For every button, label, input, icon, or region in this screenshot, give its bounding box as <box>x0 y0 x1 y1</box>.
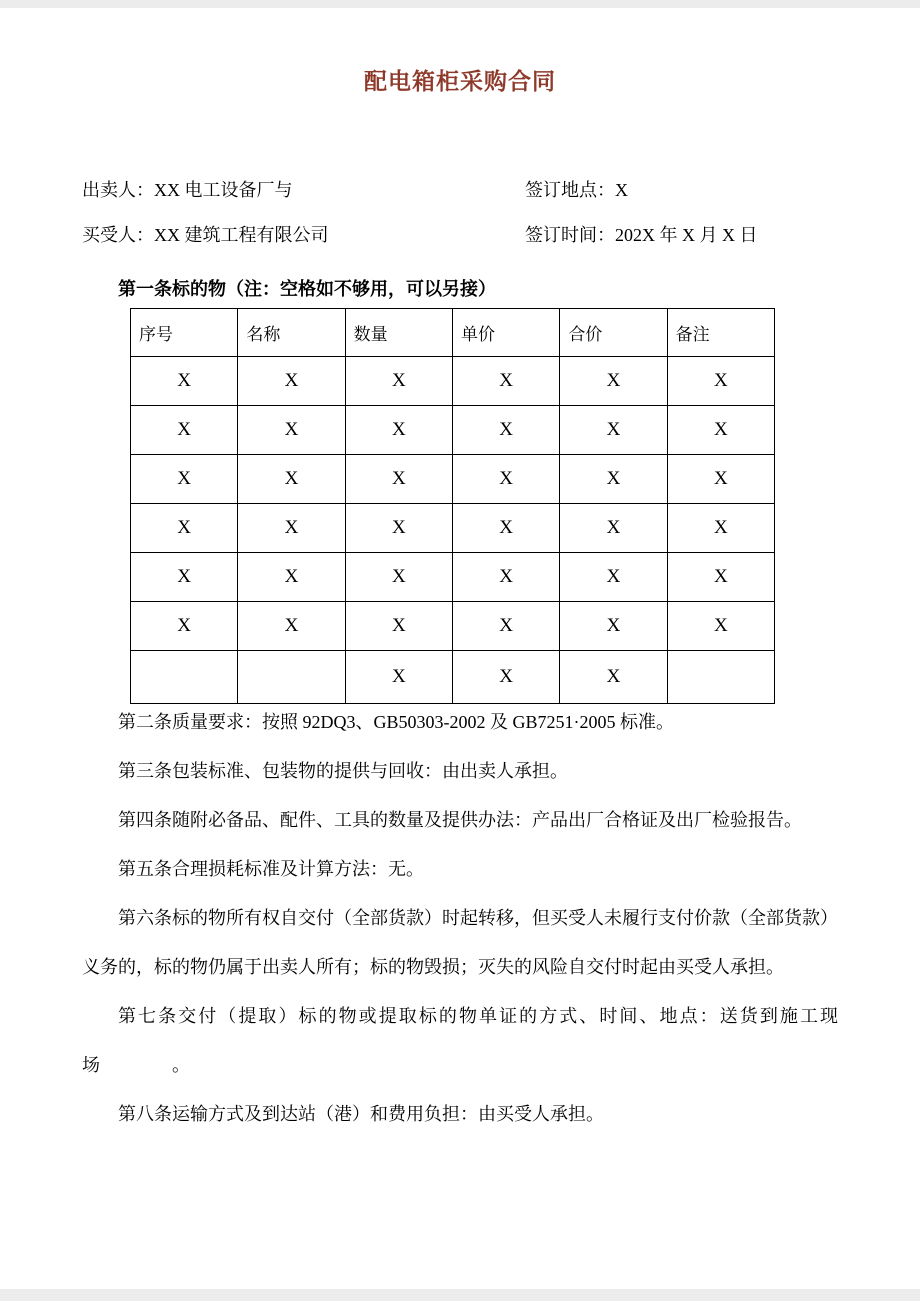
table-cell: X <box>667 357 774 406</box>
table-row <box>131 504 775 553</box>
table-cell: X <box>452 455 559 504</box>
table-header-cell: 数量 <box>345 309 452 357</box>
page-edge-top <box>0 0 920 8</box>
table-row <box>131 553 775 602</box>
table-cell: X <box>345 455 452 504</box>
table-cell: X <box>238 455 345 504</box>
table-cell: X <box>667 553 774 602</box>
table-header-cell: 备注 <box>667 309 774 357</box>
table-cell <box>667 651 774 704</box>
table-cell: X <box>560 651 667 704</box>
table-cell: X <box>560 357 667 406</box>
parties-section <box>82 168 838 258</box>
table-row <box>131 455 775 504</box>
table-cell: X <box>345 651 452 704</box>
table-cell: X <box>345 602 452 651</box>
table-cell: X <box>345 406 452 455</box>
table-header-cell: 序号 <box>131 309 238 357</box>
table-cell: X <box>667 406 774 455</box>
table-header-cell: 单价 <box>452 309 559 357</box>
table-cell: X <box>452 357 559 406</box>
document-title: 配电箱柜采购合同 <box>364 69 556 94</box>
table-cell: X <box>560 455 667 504</box>
table-cell: X <box>667 504 774 553</box>
table-cell: X <box>452 553 559 602</box>
contract-clause: 第七条交付（提取）标的物或提取标的物单证的方式、时间、地点：送货到施工现场 。 <box>82 1006 838 1075</box>
table-cell: X <box>452 504 559 553</box>
table-row <box>131 651 775 704</box>
table-cell: X <box>345 553 452 602</box>
table-cell: X <box>345 504 452 553</box>
table-cell: X <box>238 504 345 553</box>
table-cell: X <box>345 357 452 406</box>
clause1-heading: 第一条标的物（注：空格如不够用，可以另接） <box>118 279 496 299</box>
table-cell: X <box>560 602 667 651</box>
table-cell: X <box>131 553 238 602</box>
table-cell: X <box>452 602 559 651</box>
goods-table-head <box>131 309 775 357</box>
table-cell: X <box>667 602 774 651</box>
table-row <box>131 357 775 406</box>
buyer-row <box>82 213 838 258</box>
contract-clause: 第四条随附必备品、配件、工具的数量及提供办法：产品出厂合格证及出厂检验报告。 <box>118 810 802 830</box>
table-cell: X <box>131 602 238 651</box>
table-cell: X <box>452 406 559 455</box>
table-cell <box>131 651 238 704</box>
table-row <box>131 406 775 455</box>
table-header-cell: 合价 <box>560 309 667 357</box>
table-cell: X <box>238 602 345 651</box>
table-cell: X <box>560 406 667 455</box>
contract-clause: 第八条运输方式及到达站（港）和费用负担：由买受人承担。 <box>118 1104 604 1124</box>
table-cell: X <box>452 651 559 704</box>
goods-table-body <box>131 357 775 704</box>
contract-clause: 第三条包装标准、包装物的提供与回收：由出卖人承担。 <box>118 761 568 781</box>
table-header-row <box>131 309 775 357</box>
contract-clause: 第五条合理损耗标准及计算方法：无。 <box>118 859 424 879</box>
buyer-line: 买受人：XX 建筑工程有限公司 <box>82 225 329 245</box>
table-cell: X <box>131 406 238 455</box>
table-cell: X <box>131 357 238 406</box>
table-cell: X <box>667 455 774 504</box>
table-cell: X <box>238 406 345 455</box>
table-cell: X <box>238 357 345 406</box>
page-edge-bottom <box>0 1289 920 1301</box>
goods-table <box>130 308 775 704</box>
table-row <box>131 602 775 651</box>
table-cell: X <box>131 504 238 553</box>
document-page <box>0 8 920 1289</box>
table-cell: X <box>560 553 667 602</box>
seller-row <box>82 168 838 213</box>
table-header-cell: 名称 <box>238 309 345 357</box>
contract-clause: 第六条标的物所有权自交付（全部货款）时起转移，但买受人未履行支付价款（全部货款）义务的，标的物仍属于出卖人所有；标的物毁损；灭失的风险自交付时起由买受人承担。 <box>82 908 838 977</box>
sign-place-line: 签订地点：X <box>525 180 628 200</box>
table-cell <box>238 651 345 704</box>
table-cell: X <box>238 553 345 602</box>
clauses-section <box>82 698 838 1139</box>
seller-line: 出卖人：XX 电工设备厂与 <box>82 180 293 200</box>
contract-clause: 第二条质量要求：按照 92DQ3、GB50303-2002 及 GB7251·2005 标准。 <box>118 712 674 732</box>
table-cell: X <box>131 455 238 504</box>
sign-time-line: 签订时间：202X 年 X 月 X 日 <box>525 225 758 245</box>
table-cell: X <box>560 504 667 553</box>
